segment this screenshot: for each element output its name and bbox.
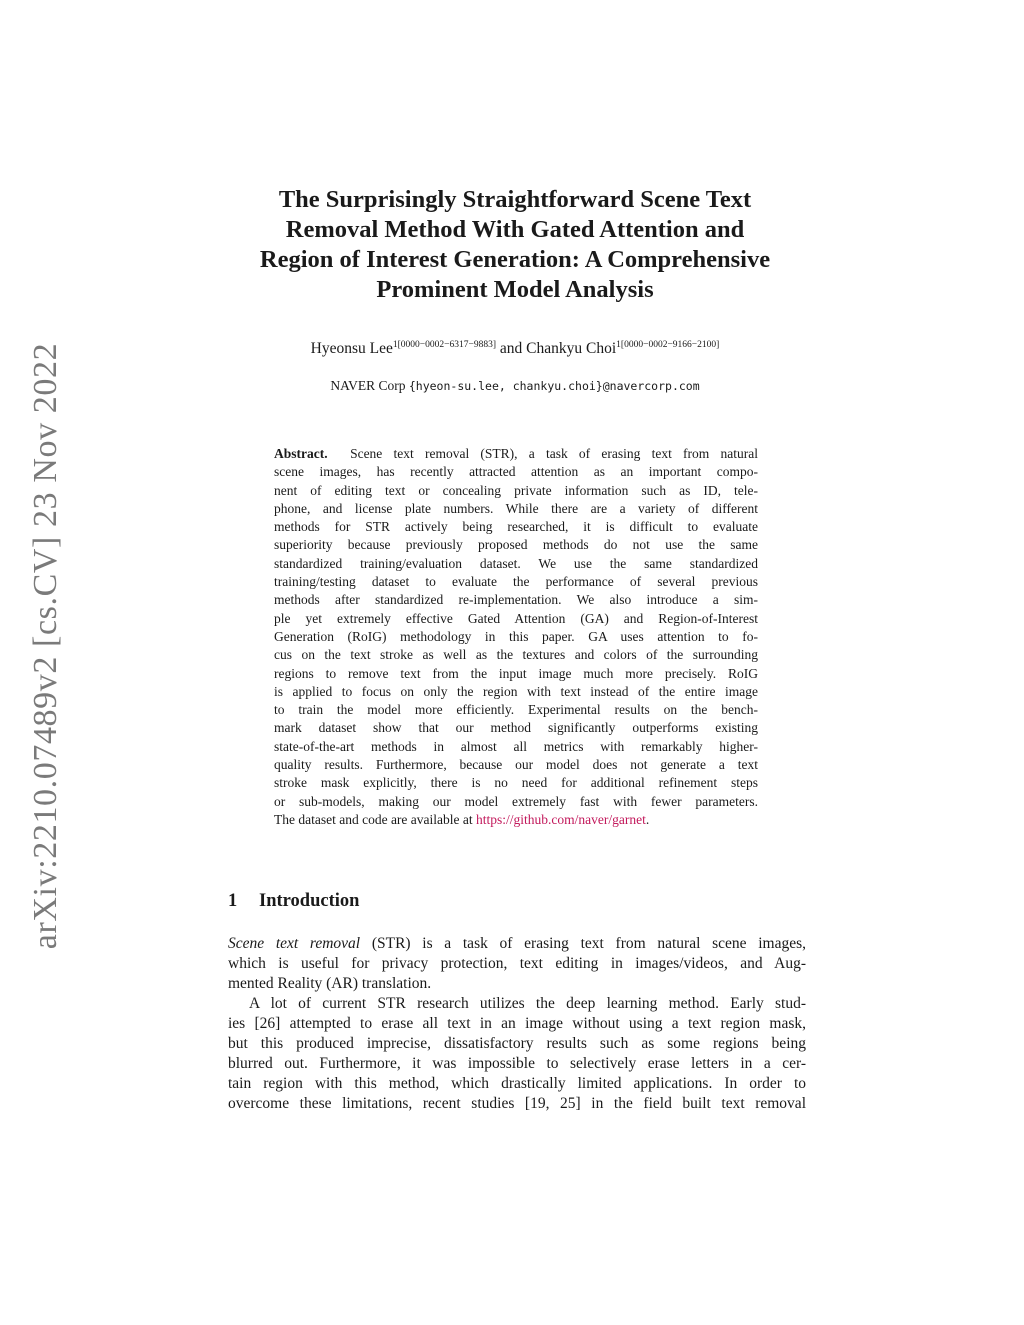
arxiv-identifier-text: arXiv:2210.07489v2 [cs.CV] 23 Nov 2022	[27, 342, 65, 949]
author-list	[200, 340, 830, 358]
abstract-block	[274, 445, 758, 829]
abstract-line: superiority because previously proposed methods do not use the same	[274, 537, 758, 553]
affiliation-org: NAVER Corp	[330, 378, 406, 393]
author-2-orcid: 1[0000−0002−9166−2100]	[616, 340, 720, 350]
body-line: ies [26] attempted to erase all text in an image without using a text region mask,	[228, 1015, 806, 1032]
title-line-3: Region of Interest Generation: A Comprehensive	[259, 246, 771, 273]
body-line: which is useful for privacy protection, text editing in images/videos, and Aug-	[228, 955, 806, 972]
author-1-name: Hyeonsu Lee	[310, 340, 393, 357]
abstract-line: regions to remove text from the input image much more precisely. RoIG	[274, 665, 758, 681]
section-number: 1	[228, 891, 238, 911]
abstract-label: Abstract.	[274, 446, 328, 461]
term-scene-text-removal: Scene text removal	[228, 935, 361, 952]
section-title: Introduction	[259, 891, 360, 911]
abstract-line: stroke mask explicitly, there is no need for additional refinement steps	[274, 775, 758, 791]
abstract-line: scene images, has recently attracted attention as an important compo-	[274, 464, 758, 480]
body-line: but this produced imprecise, dissatisfactory results such as some regions being	[228, 1035, 806, 1052]
body-line: mented Reality (AR) translation.	[228, 975, 432, 992]
body-line: tain region with this method, which drastically limited applications. In order to	[228, 1075, 806, 1092]
code-repository-link[interactable]: https://github.com/naver/garnet	[476, 811, 646, 827]
abstract-line: Generation (RoIG) methodology in this paper. GA uses attention to fo-	[274, 628, 758, 644]
title-line-2: Removal Method With Gated Attention and	[285, 216, 745, 243]
arxiv-identifier-stamp	[22, 342, 70, 949]
abstract-line: methods for STR actively being researched, it is difficult to evaluate	[274, 519, 758, 535]
introduction-body	[228, 934, 806, 1114]
abstract-line: standardized training/evaluation dataset. We use the same standardized	[274, 555, 758, 571]
abstract-line: methods after standardized re-implementation. We also introduce a sim-	[274, 592, 758, 608]
author-2-name: Chankyu Choi	[526, 340, 617, 357]
body-line	[228, 934, 806, 954]
body-line-text: (STR) is a task of erasing text from natural scene images,	[360, 935, 806, 952]
paper-title	[200, 185, 830, 305]
affiliation	[200, 378, 830, 394]
affiliation-emails: {hyeon-su.lee, chankyu.choi}@navercorp.com	[408, 379, 700, 393]
abstract-line: training/testing dataset to evaluate the performance of several previous	[274, 574, 758, 590]
body-line: overcome these limitations, recent studies [19, 25] in the field built text removal	[228, 1095, 806, 1112]
body-line: blurred out. Furthermore, it was impossible to selectively erase letters in a cer-	[228, 1055, 806, 1072]
body-line: A lot of current STR research utilizes the deep learning method. Early stud-	[249, 995, 806, 1012]
author-1-orcid: 1[0000−0002−6317−9883]	[392, 340, 497, 350]
abstract-line: state-of-the-art methods in almost all metrics with remarkably higher-	[274, 738, 758, 754]
abstract-line: ple yet extremely effective Gated Attention (GA) and Region-of-Interest	[274, 610, 758, 626]
abstract-last-line	[274, 811, 758, 829]
abstract-line: mark dataset show that our method significantly outperforms existing	[274, 720, 758, 736]
abstract-line: or sub-models, making our model extremely fast with fewer parameters.	[274, 793, 758, 809]
title-line-1: The Surprisingly Straightforward Scene Text	[278, 186, 752, 213]
abstract-line	[274, 445, 758, 463]
abstract-availability-text: The dataset and code are available at	[274, 811, 473, 827]
abstract-line: is applied to focus on only the region with text instead of the entire image	[274, 683, 758, 699]
abstract-line: to train the model more efficiently. Experimental results on the bench-	[274, 702, 758, 718]
abstract-line: nent of editing text or concealing private information such as ID, tele-	[274, 482, 758, 498]
title-line-4: Prominent Model Analysis	[376, 276, 654, 303]
section-heading-introduction	[228, 891, 359, 912]
author-connector: and	[499, 340, 523, 357]
abstract-period: .	[645, 811, 650, 827]
abstract-line: phone, and license plate numbers. While there are a variety of different	[274, 500, 758, 516]
abstract-line: cus on the text stroke as well as the textures and colors of the surrounding	[274, 647, 758, 663]
abstract-line: quality results. Furthermore, because our model does not generate a text	[274, 757, 758, 773]
abstract-line-text: Scene text removal (STR), a task of erasing text from natural	[350, 446, 758, 461]
